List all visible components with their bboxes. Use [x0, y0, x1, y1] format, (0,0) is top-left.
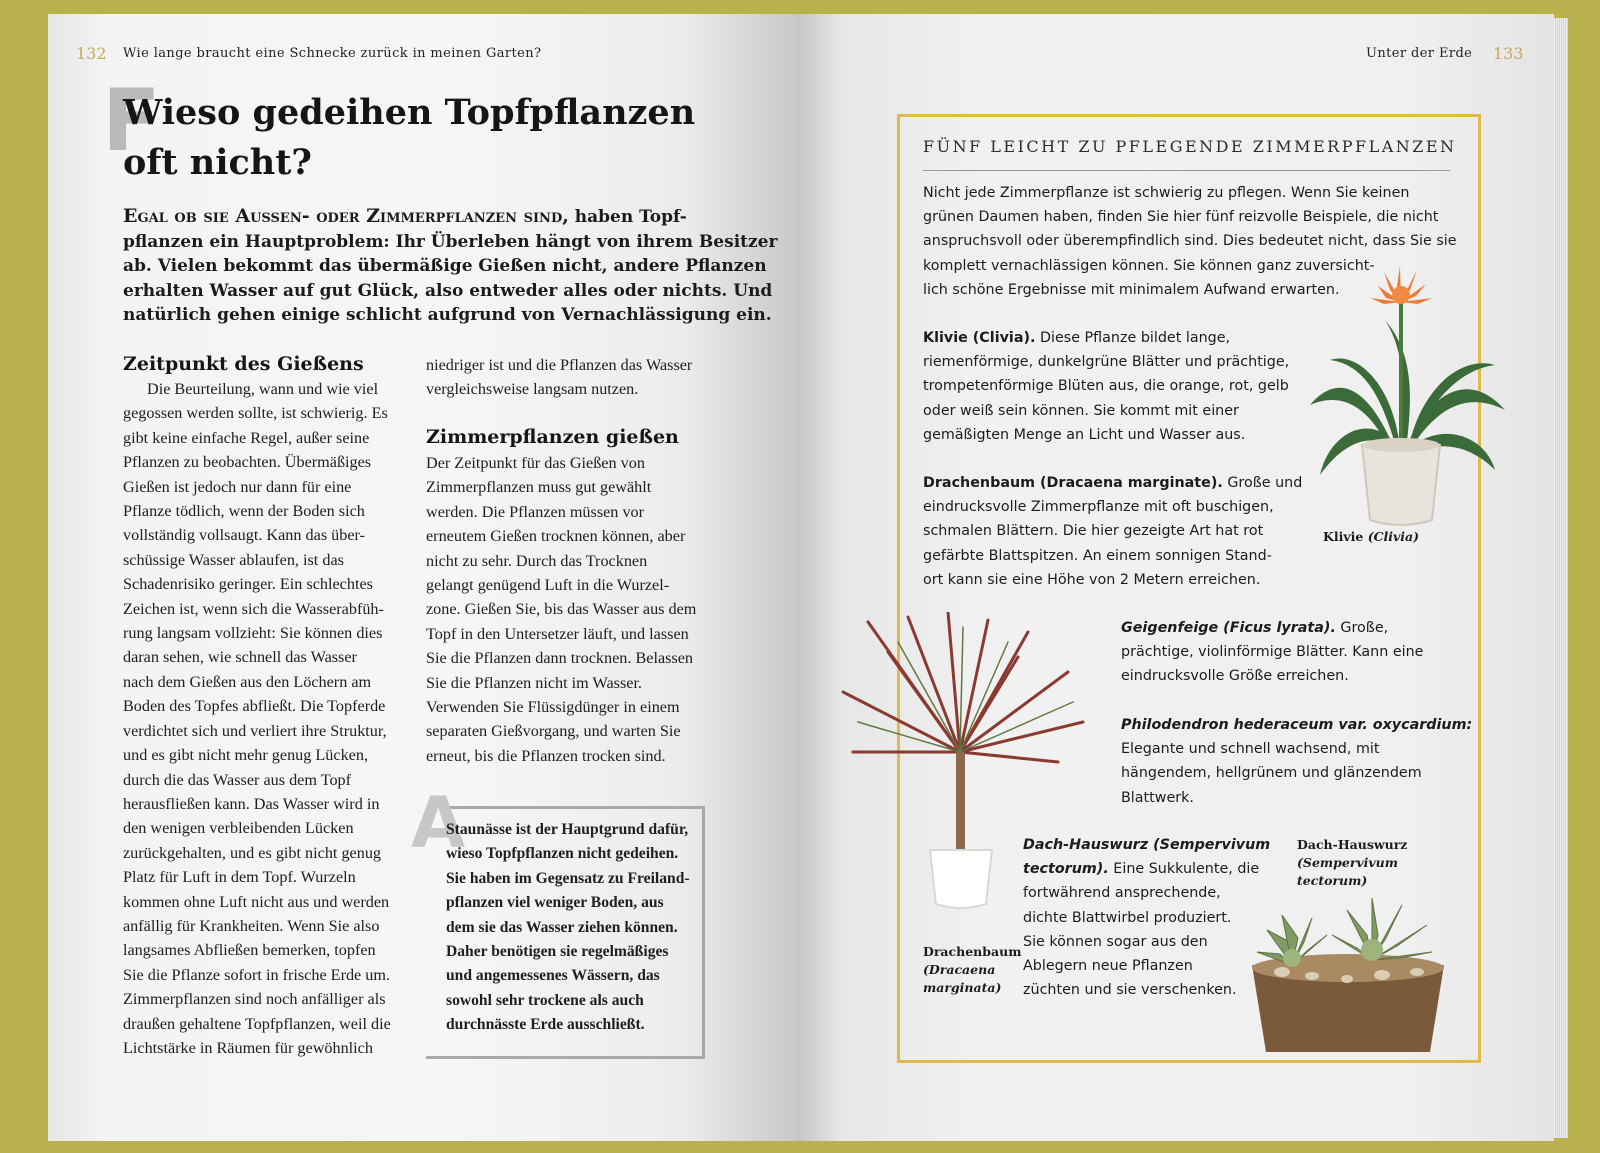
body-line: vollständig vollsaugt. Kann das über- — [123, 526, 365, 545]
title-line: Wieso gedeihen Topfpflanzen — [123, 92, 696, 133]
caption-hauswurz — [1297, 836, 1407, 890]
plant-desc-line: Diese Pflanze bildet lange, — [1035, 330, 1231, 346]
body-line: Lichtstärke in Räumen für gewöhnlich — [123, 1038, 373, 1057]
plant-desc-line: Große, — [1335, 620, 1389, 636]
quote-line: Staunässe ist der Hauptgrund dafür, — [446, 821, 689, 838]
plant-desc-line: prächtige, violinförmige Blätter. Kann eine — [1121, 644, 1424, 661]
plant-name: Klivie (Clivia). — [923, 330, 1036, 346]
plant-entry-ficus — [1121, 616, 1461, 689]
quote-line: Sie haben im Gegensatz zu Freiland- — [446, 869, 690, 887]
page-number-left: 132 — [76, 44, 107, 63]
plant-name: Philodendron hederaceum var. oxycardium: — [1121, 717, 1473, 733]
intro-line: pflanzen ein Hauptproblem: Ihr Überleben hängt von ihrem Besitzer — [123, 231, 778, 252]
running-head-right: Unter der Erde — [1366, 46, 1473, 61]
body-line: Platz für Luft in dem Topf. Wurzeln — [123, 868, 356, 887]
quote-line: dem sie das Wasser ziehen können. — [446, 918, 678, 936]
page-number-right: 133 — [1493, 44, 1524, 63]
plant-name: Geigenfeige (Ficus lyrata). — [1121, 620, 1336, 636]
pull-quote — [446, 818, 696, 1038]
body-line: Sie die Pflanze sofort in frische Erde um. — [123, 965, 391, 984]
plant-desc-line: gemäßigten Menge an Licht und Wasser aus. — [923, 426, 1246, 443]
body-line: Boden des Topfes abfließt. Die Topferde — [123, 697, 386, 716]
body-line: den wenigen verbleibenden Lücken — [123, 819, 354, 838]
body-line: Sie die Pflanzen dann trocknen. Belassen — [426, 649, 694, 668]
body-line: Schadenrisiko geringer. Ein schlechtes — [123, 575, 373, 594]
body-line: vergleichsweise langsam nutzen. — [426, 380, 639, 399]
plant-desc-line: ort kann sie eine Höhe von 2 Metern erreichen. — [923, 571, 1261, 588]
plant-name: tectorum). — [1023, 861, 1109, 878]
body-line: Verwenden Sie Flüssigdünger in einem — [426, 698, 680, 717]
body-line: und es gibt nicht mehr genug Lücken, — [123, 746, 369, 765]
quote-line: wieso Topfpflanzen nicht gedeihen. — [446, 845, 679, 863]
body-line: werden. Die Pflanzen müssen vor — [426, 502, 645, 521]
body-line: nicht zu sehr. Durch das Trocknen — [426, 551, 648, 570]
box-intro-line: Nicht jede Zimmerpflanze ist schwierig zu pflegen. Wenn Sie keinen — [923, 185, 1410, 201]
plant-entry-philodendron — [1121, 713, 1473, 810]
body-line: langsames Abfließen bemerken, topfen — [123, 941, 376, 960]
box-intro-line: anspruchsvoll oder überempfindlich sind. Dies bedeutet nicht, dass Sie sie — [923, 233, 1457, 250]
intro-line: ab. Vielen bekommt das übermäßige Gießen nicht, andere Pflanzen — [123, 256, 767, 276]
plant-name: Dach-Hauswurz (Sempervivum — [1023, 837, 1271, 853]
body-line: Zimmerpflanzen sind noch anfälliger als — [123, 990, 386, 1009]
body-line: draußen gehaltene Topfpflanzen, weil die — [123, 1014, 391, 1033]
plant-entry-dracaena — [923, 471, 1323, 592]
quote-line: und angemessenes Wässern, das — [446, 967, 660, 985]
clivia-plant-image — [1300, 240, 1520, 540]
caption-clivia — [1323, 528, 1419, 546]
body-line: Gießen ist jedoch nur dann für eine — [123, 477, 352, 496]
body-line: niedriger ist und die Pflanzen das Wasser — [426, 356, 693, 374]
plant-desc-line: hängendem, hellgrünem und glänzendem — [1121, 765, 1422, 782]
section-heading-indoor-watering: Zimmerpflanzen gießen — [426, 426, 679, 448]
plant-desc-line: dichte Blattwirbel produziert. — [1023, 909, 1232, 926]
body-line: zone. Gießen Sie, bis das Wasser aus dem — [426, 600, 697, 619]
body-line: Topf in den Untersetzer läuft, und lassen — [426, 624, 689, 643]
body-line: Zeichen ist, wenn sich die Wasserabfüh- — [123, 599, 384, 618]
plant-desc-line: gefärbte Blattspitzen. An einem sonnigen Stand- — [923, 547, 1272, 564]
body-line: daran sehen, wie schnell das Wasser — [123, 648, 357, 667]
plant-desc-line: züchten und sie verschenken. — [1023, 982, 1237, 999]
drop-letter-f: F — [102, 71, 161, 171]
caption-dracaena-latin: (Dracaena — [923, 962, 996, 977]
caption-clivia-latin: (Clivia) — [1367, 529, 1420, 544]
plant-desc-line: Elegante und schnell wachsend, mit — [1121, 741, 1380, 758]
page-edge — [1554, 18, 1568, 1138]
body-line: erneutem Gießen trocknen können, aber — [426, 527, 686, 546]
clivia-pot — [1362, 445, 1440, 525]
body-line: anfällig für Krankheiten. Wenn Sie also — [123, 916, 380, 935]
plant-desc-line: Große und — [1222, 475, 1303, 491]
plant-desc-line: trompetenförmige Blüten aus, die orange, rot, gelb — [923, 378, 1289, 395]
body-line: kommen ohne Luft nicht aus und werden — [123, 892, 390, 911]
body-line: nach dem Gießen aus den Löchern am — [123, 672, 372, 691]
body-line: gelangt genügend Luft in die Wurzel- — [426, 576, 670, 595]
caption-dracaena — [923, 943, 1021, 997]
body-line: gegossen werden sollte, ist schwierig. Es — [123, 404, 388, 423]
box-intro-line: komplett vernachlässigen können. Sie können ganz zuversicht- — [923, 257, 1375, 274]
plant-desc-line: riemenförmige, dunkelgrüne Blätter und prächtige, — [923, 354, 1290, 371]
dracaena-trunk — [956, 752, 965, 852]
body-line: Pflanzen zu beobachten. Übermäßiges — [123, 453, 372, 472]
plant-desc-line: eindrucksvolle Zimmerpflanze mit oft buschigen, — [923, 499, 1274, 516]
dracaena-plant-image — [838, 612, 1098, 932]
intro-line: natürlich gehen einige schlicht aufgrund von Vernachlässigung ein. — [123, 305, 772, 325]
plant-desc-line: Ablegern neue Pflanzen — [1023, 958, 1193, 975]
box-intro-line: grünen Daumen haben, finden Sie hier fünf reizvolle Beispiele, die nicht — [923, 209, 1439, 226]
body-line: Pflanze tödlich, wenn der Boden sich — [123, 502, 365, 521]
body-line: herausfließen kann. Das Wasser wird in — [123, 794, 380, 813]
caption-clivia-name: Klivie — [1323, 529, 1368, 544]
intro-paragraph — [123, 204, 778, 328]
body-line: Der Zeitpunkt für das Gießen von — [426, 454, 645, 472]
body-line: zurückgehalten, und es gibt nicht genug — [123, 843, 382, 862]
plant-desc-line: Eine Sukkulente, die — [1108, 861, 1260, 878]
column-two-top — [426, 353, 726, 402]
quote-line: pflanzen viel weniger Boden, aus — [446, 894, 664, 912]
column-one — [123, 377, 413, 1060]
page-title — [123, 88, 695, 188]
box-title: FÜNF LEICHT ZU PFLEGENDE ZIMMERPFLANZEN — [923, 137, 1457, 156]
plant-desc-line: oder weiß sein können. Sie kommt mit einer — [923, 402, 1239, 419]
box-title-rule — [923, 170, 1450, 171]
plant-desc-line: fortwährend ansprechende, — [1023, 885, 1221, 902]
body-line: rung langsam vollzieht: Sie können dies — [123, 624, 383, 643]
plant-name: Drachenbaum (Dracaena marginate). — [923, 475, 1223, 491]
caption-hauswurz-latin: tectorum) — [1297, 873, 1368, 888]
intro-line: erhalten Wasser auf gut Glück, also entweder alles oder nichts. Und — [123, 280, 773, 301]
body-line: schüssige Wasser ablaufen, ist das — [123, 550, 344, 569]
plant-desc-line: Sie können sogar aus den — [1023, 933, 1208, 950]
intro-smallcaps: Egal ob sie Aussen- oder Zimmerpflanzen sind, — [123, 205, 569, 227]
caption-hauswurz-name: Dach-Hauswurz — [1297, 837, 1408, 852]
quote-line: Daher benötigen sie regelmäßiges — [446, 943, 669, 961]
running-head-left: Wie lange braucht eine Schnecke zurück in meinen Garten? — [123, 46, 542, 61]
quote-line: sowohl sehr trockene als auch — [446, 991, 644, 1009]
dracaena-leaves — [843, 612, 1083, 762]
plant-desc-line: schmalen Blättern. Die hier gezeigte Art hat rot — [923, 523, 1264, 540]
body-line: gibt keine einfache Regel, außer seine — [123, 428, 370, 447]
section-heading-watering-time: Zeitpunkt des Gießens — [123, 353, 364, 375]
intro-line: haben Topf- — [568, 207, 687, 227]
quote-drop-letter-a: A — [411, 782, 466, 864]
body-line: Zimmerpflanzen muss gut gewählt — [426, 478, 652, 497]
plant-desc-line: eindrucksvolle Größe erreichen. — [1121, 668, 1349, 685]
body-line: verdichtet sich und verliert ihre Struktur, — [123, 721, 387, 740]
box-intro-line: lich schöne Ergebnisse mit minimalem Aufwand erwarten. — [923, 281, 1340, 298]
body-line: Die Beurteilung, wann und wie viel — [147, 380, 379, 398]
plant-entry-clivia — [923, 326, 1323, 447]
hauswurz-plant-image — [1232, 880, 1462, 1055]
caption-dracaena-name: Drachenbaum — [923, 944, 1022, 959]
quote-line: durchnässte Erde ausschließt. — [446, 1016, 645, 1034]
dracaena-pot — [930, 850, 992, 908]
caption-dracaena-latin: marginata) — [923, 980, 1002, 995]
body-line: Sie die Pflanzen nicht im Wasser. — [426, 673, 642, 692]
caption-hauswurz-latin: (Sempervivum — [1297, 855, 1398, 870]
body-line: separaten Gießvorgang, und warten Sie — [426, 722, 681, 741]
body-line: durch die das Wasser aus dem Topf — [123, 770, 352, 789]
plant-desc-line: Blattwerk. — [1121, 789, 1194, 806]
body-line: erneut, bis die Pflanzen trocken sind. — [426, 746, 666, 765]
title-line: oft nicht? — [123, 142, 312, 183]
column-two — [426, 451, 726, 768]
